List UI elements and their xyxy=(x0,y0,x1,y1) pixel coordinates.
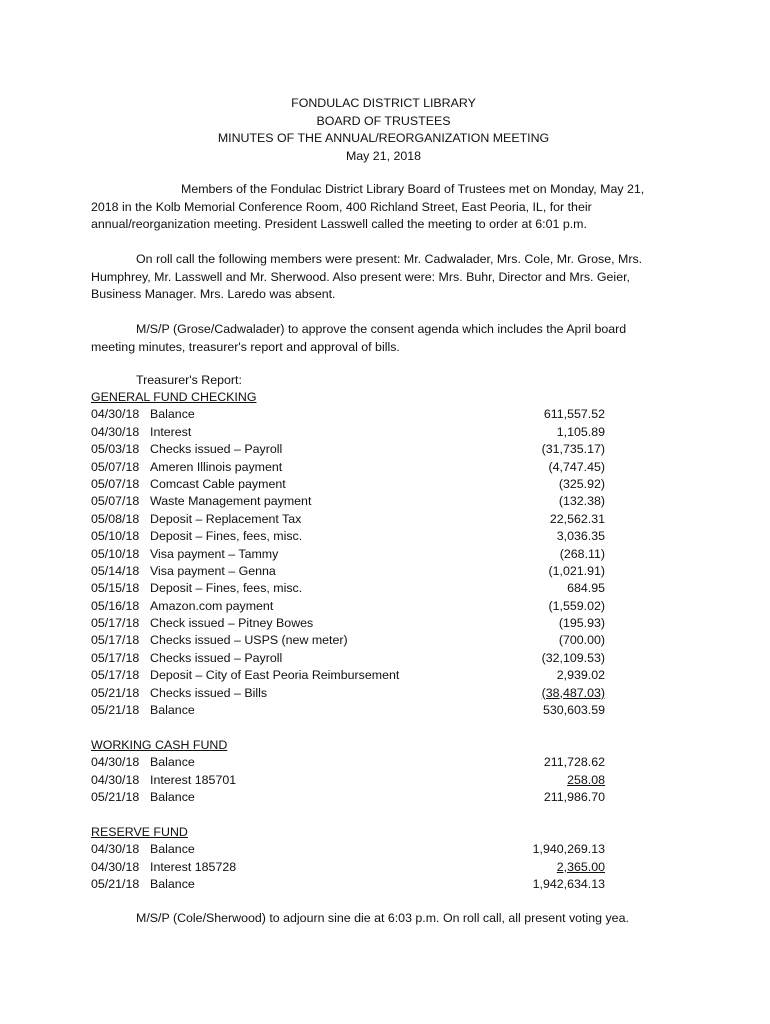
ledger-date: 04/30/18 xyxy=(91,755,140,770)
ledger-date: 05/17/18 xyxy=(91,668,140,683)
ledger-row xyxy=(91,598,611,615)
ledger-row xyxy=(91,754,611,771)
working-cash-ledger xyxy=(91,737,611,807)
ledger-row xyxy=(91,493,611,510)
ledger-amount: 530,603.59 xyxy=(542,703,605,718)
meeting-date: May 21, 2018 xyxy=(345,148,422,163)
ledger-amount: 611,557.52 xyxy=(543,407,605,422)
ledger-date: 05/17/18 xyxy=(91,650,140,665)
ledger-amount: 22,562.31 xyxy=(549,511,605,526)
ledger-amount: (700.00) xyxy=(558,633,605,648)
ledger-description: Balance xyxy=(150,877,195,892)
roll-call-paragraph: On roll call the following members were present: Mr. Cadwalader, Mrs. Cole, Mr. Grose, Mrs. Humphrey, Mr. Lasswell and Mr. Sherwood. Also present were: Mrs. Buhr, Director and Mrs. Geier, Business Manager. Mrs. Laredo was absent. xyxy=(91,252,643,301)
ledger-row xyxy=(91,859,611,876)
ledger-date: 04/30/18 xyxy=(91,407,140,422)
ledger-description: Interest 185728 xyxy=(150,859,237,874)
document-header xyxy=(0,95,770,165)
ledger-row xyxy=(91,476,611,493)
ledger-date: 05/21/18 xyxy=(91,685,140,700)
ledger-amount: (4,747.45) xyxy=(548,459,605,474)
ledger-row xyxy=(91,685,611,702)
ledger-description: Balance xyxy=(150,790,195,805)
ledger-row xyxy=(91,789,611,806)
working-cash-title: WORKING CASH FUND xyxy=(91,738,228,752)
general-fund-title: GENERAL FUND CHECKING xyxy=(91,390,257,404)
ledger-date: 05/10/18 xyxy=(91,529,140,544)
ledger-amount: 211,728.62 xyxy=(543,755,605,770)
ledger-row xyxy=(91,441,611,458)
ledger-description: Checks issued – USPS (new meter) xyxy=(150,633,348,648)
ledger-date: 05/03/18 xyxy=(91,442,140,457)
ledger-row xyxy=(91,615,611,632)
ledger-amount: (132.38) xyxy=(558,494,605,509)
ledger-row xyxy=(91,702,611,719)
reserve-fund-title: RESERVE FUND xyxy=(91,825,188,839)
treasurer-report-label: Treasurer's Report: xyxy=(136,373,242,387)
ledger-date: 05/07/18 xyxy=(91,476,140,491)
reserve-fund-ledger xyxy=(91,824,611,894)
ledger-amount: (268.11) xyxy=(559,546,605,561)
ledger-amount: 3,036.35 xyxy=(556,529,605,544)
ledger-row xyxy=(91,772,611,789)
ledger-description: Balance xyxy=(150,407,195,422)
library-name: FONDULAC DISTRICT LIBRARY xyxy=(291,96,476,110)
ledger-row xyxy=(91,580,611,597)
ledger-amount: (32,109.53) xyxy=(541,650,605,665)
meeting-title: MINUTES OF THE ANNUAL/REORGANIZATION MEETING xyxy=(217,131,550,145)
consent-agenda-paragraph: M/S/P (Grose/Cadwalader) to approve the consent agenda which includes the April board meeting minutes, treasurer's report and approval of bills. xyxy=(91,322,627,354)
ledger-date: 05/21/18 xyxy=(91,790,140,805)
ledger-amount: 258.08 xyxy=(567,772,605,787)
ledger-amount: 211,986.70 xyxy=(543,790,605,805)
ledger-description: Deposit – Fines, fees, misc. xyxy=(150,581,303,596)
ledger-date: 04/30/18 xyxy=(91,842,140,857)
general-fund-ledger xyxy=(91,389,611,719)
ledger-description: Deposit – City of East Peoria Reimbursement xyxy=(150,668,400,683)
ledger-row xyxy=(91,650,611,667)
ledger-amount: (1,021.91) xyxy=(548,563,605,578)
ledger-date: 05/21/18 xyxy=(91,703,140,718)
ledger-description: Balance xyxy=(150,842,195,857)
ledger-amount: 2,365.00 xyxy=(556,859,605,874)
adjourn-paragraph: M/S/P (Cole/Sherwood) to adjourn sine die at 6:03 p.m. On roll call, all present voting yea. xyxy=(136,911,629,925)
ledger-row xyxy=(91,632,611,649)
ledger-description: Amazon.com payment xyxy=(150,598,274,613)
ledger-amount: 1,940,269.13 xyxy=(532,842,605,857)
ledger-row xyxy=(91,511,611,528)
ledger-description: Comcast Cable payment xyxy=(150,476,286,491)
ledger-date: 05/16/18 xyxy=(91,598,140,613)
ledger-description: Checks issued – Payroll xyxy=(150,442,283,457)
ledger-description: Deposit – Replacement Tax xyxy=(150,511,302,526)
ledger-row xyxy=(91,841,611,858)
ledger-description: Checks issued – Payroll xyxy=(150,650,283,665)
ledger-date: 05/21/18 xyxy=(91,877,140,892)
ledger-amount: 2,939.02 xyxy=(556,668,605,683)
ledger-date: 05/14/18 xyxy=(91,563,140,578)
ledger-row xyxy=(91,667,611,684)
ledger-date: 05/17/18 xyxy=(91,616,140,631)
ledger-amount: (1,559.02) xyxy=(548,598,605,613)
ledger-amount: (195.93) xyxy=(558,616,605,631)
ledger-amount: 684.95 xyxy=(567,581,605,596)
intro-paragraph: Members of the Fondulac District Library Board of Trustees met on Monday, May 21, 2018 in the Kolb Memorial Conference Room, 400 Richland Street, East Peoria, IL, for their annual/reorganization meeting. President Lasswell called the meeting to order at 6:01 p.m. xyxy=(91,182,645,231)
ledger-description: Balance xyxy=(150,755,195,770)
ledger-description: Deposit – Fines, fees, misc. xyxy=(150,529,303,544)
ledger-date: 04/30/18 xyxy=(91,859,140,874)
ledger-description: Interest xyxy=(150,424,192,439)
ledger-date: 04/30/18 xyxy=(91,772,140,787)
ledger-amount: (31,735.17) xyxy=(541,442,605,457)
ledger-row xyxy=(91,563,611,580)
ledger-description: Visa payment – Tammy xyxy=(150,546,279,561)
ledger-date: 05/07/18 xyxy=(91,459,140,474)
ledger-row xyxy=(91,406,611,423)
ledger-date: 05/10/18 xyxy=(91,546,140,561)
ledger-row xyxy=(91,424,611,441)
ledger-date: 05/17/18 xyxy=(91,633,140,648)
ledger-description: Waste Management payment xyxy=(150,494,312,509)
ledger-amount: (38,487.03) xyxy=(541,685,605,700)
ledger-row xyxy=(91,546,611,563)
ledger-date: 05/07/18 xyxy=(91,494,140,509)
ledger-description: Ameren Illinois payment xyxy=(150,459,283,474)
ledger-description: Balance xyxy=(150,703,195,718)
ledger-row xyxy=(91,528,611,545)
ledger-description: Check issued – Pitney Bowes xyxy=(150,616,314,631)
ledger-description: Checks issued – Bills xyxy=(150,685,268,700)
ledger-description: Visa payment – Genna xyxy=(150,563,276,578)
ledger-amount: 1,942,634.13 xyxy=(532,877,605,892)
ledger-row xyxy=(91,876,611,893)
ledger-amount: 1,105.89 xyxy=(556,424,605,439)
ledger-amount: (325.92) xyxy=(558,476,605,491)
ledger-date: 05/08/18 xyxy=(91,511,140,526)
ledger-description: Interest 185701 xyxy=(150,772,237,787)
ledger-date: 05/15/18 xyxy=(91,581,140,596)
board-name: BOARD OF TRUSTEES xyxy=(316,113,451,128)
ledger-date: 04/30/18 xyxy=(91,424,140,439)
ledger-row xyxy=(91,459,611,476)
